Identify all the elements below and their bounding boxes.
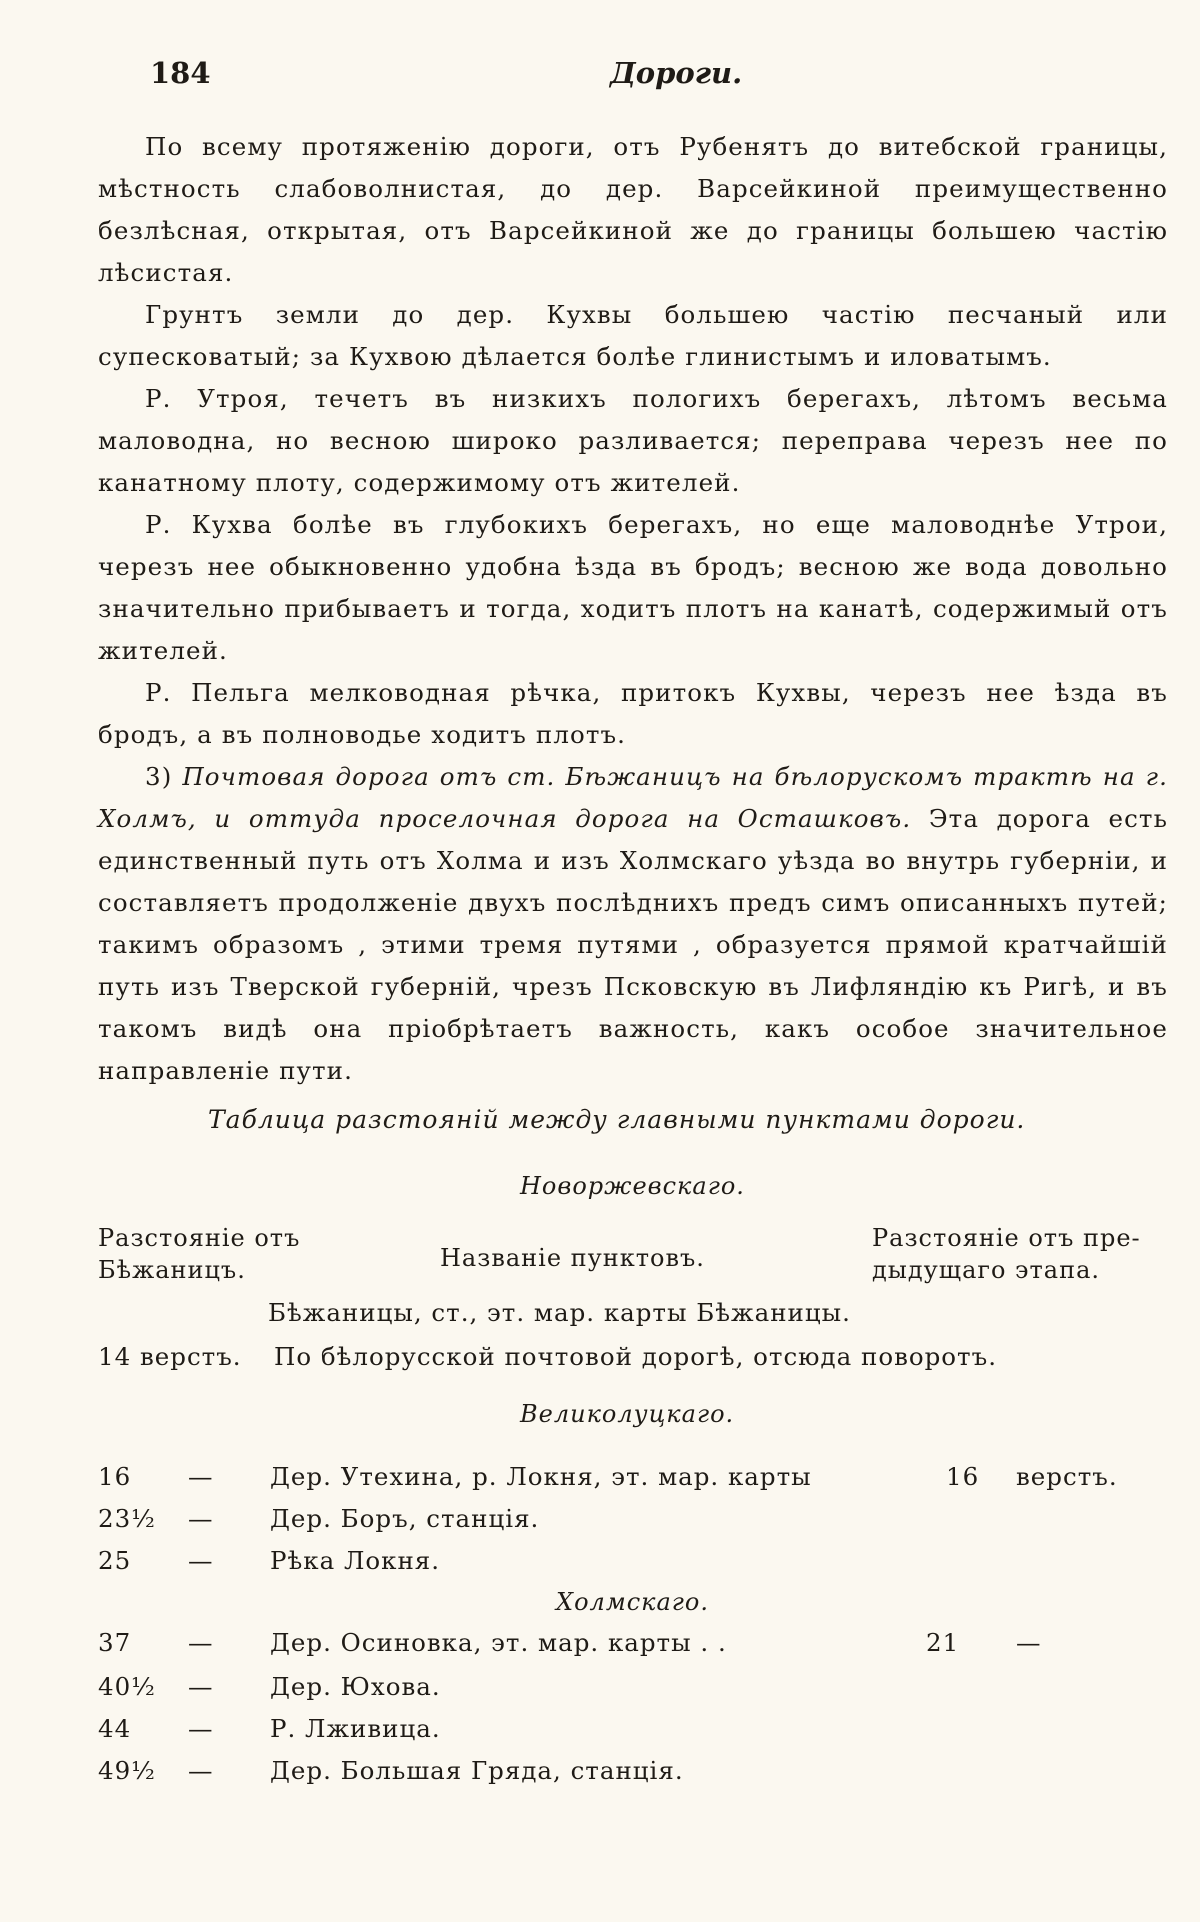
route-title: Почтовая дорога отъ ст. Бѣжаницъ на бѣлорускомъ трактѣ на г. Холмъ, и оттуда проселочная дорога на Осташковъ.	[98, 762, 1168, 833]
place-cell: Р. Лживица.	[270, 1714, 441, 1743]
table-start-line: Бѣжаницы, ст., эт. мар. карты Бѣжаницы.	[268, 1298, 851, 1327]
route-text: Эта дорога есть единственный путь отъ Холма и изъ Холмскаго уѣзда во внутрь губерніи, и составляетъ продолженіе двухъ послѣднихъ предъ симъ описанныхъ путей; такимъ образомъ , этими тремя путями , образуется прямой кратчайшій путь изъ Тверской губерній, чрезъ Псковскую въ Лифляндію къ Ригѣ, и въ такомъ видѣ она пріобрѣтаетъ важность, какъ особое значительное направленіе пути.	[98, 804, 1169, 1085]
paragraph: Р. Пельга мелководная рѣчка, притокъ Кухвы, черезъ нее ѣзда въ бродъ, а въ полноводье ходитъ плотъ.	[98, 678, 1168, 749]
paragraph: Р. Кухва болѣе въ глубокихъ берегахъ, но еще маловоднѣе Утрои, черезъ нее обыкновенно удобна ѣзда въ бродъ; весною же вода довольно значительно прибываетъ и тогда, ходитъ плотъ на канатѣ, содержимый отъ жителей.	[98, 510, 1168, 665]
step-unit-cell: —	[1016, 1628, 1042, 1657]
column-header-right	[872, 1222, 1141, 1286]
table-row	[98, 1756, 1158, 1796]
paragraph: По всему протяженію дороги, отъ Рубенятъ до витебской границы, мѣстность слабоволнистая, до дер. Варсейкиной преимущественно безлѣсная, открытая, отъ Варсейкиной же до границы большею частію лѣсистая.	[98, 132, 1168, 287]
section-heading: Великолуцкаго.	[520, 1400, 735, 1428]
dash-cell: —	[188, 1628, 214, 1657]
dash-cell: —	[188, 1504, 214, 1533]
column-header-line: Разстояніе отъ пре-	[872, 1224, 1141, 1252]
step-unit-cell: верстъ.	[1016, 1462, 1118, 1491]
dash-cell: —	[188, 1546, 214, 1575]
page-number: 184	[150, 56, 211, 90]
column-header-line: Разстояніе отъ	[98, 1224, 301, 1252]
place-cell: Дер. Большая Гряда, станція.	[270, 1756, 684, 1785]
table-row	[98, 1714, 1158, 1754]
table-row	[98, 1342, 1158, 1382]
dash-cell: —	[188, 1462, 214, 1491]
table-row	[98, 1462, 1158, 1502]
column-header-line: дыдущаго этапа.	[872, 1256, 1101, 1284]
table-row	[98, 1672, 1158, 1712]
table-title: Таблица разстояній между главными пунктами дороги.	[208, 1105, 1026, 1134]
distance-cell: 14 верстъ.	[98, 1342, 242, 1371]
step-distance-cell: 21	[926, 1628, 960, 1657]
distance-cell: 40½	[98, 1672, 156, 1701]
place-cell: Дер. Боръ, станція.	[270, 1504, 540, 1533]
paragraph: Грунтъ земли до дер. Кухвы большею частію песчаный или супесковатый; за Кухвою дѣлается болѣе глинистымъ и иловатымъ.	[98, 300, 1168, 371]
route-number: 3)	[145, 762, 173, 791]
table-row	[98, 1504, 1158, 1544]
table-row	[98, 1628, 1158, 1668]
dash-cell: —	[188, 1714, 214, 1743]
body-text	[98, 126, 1168, 1092]
distance-cell: 37	[98, 1628, 132, 1657]
step-distance-cell: 16	[946, 1462, 980, 1491]
place-cell: Рѣка Локня.	[270, 1546, 441, 1575]
distance-cell: 49½	[98, 1756, 156, 1785]
place-cell: По бѣлорусской почтовой дорогѣ, отсюда поворотъ.	[274, 1342, 997, 1371]
section-heading: Новоржевскаго.	[520, 1172, 745, 1200]
route-paragraph	[98, 756, 1168, 1092]
running-title: Дороги.	[610, 56, 743, 90]
distance-cell: 44	[98, 1714, 132, 1743]
place-cell: Дер. Юхова.	[270, 1672, 441, 1701]
column-header-left	[98, 1222, 300, 1286]
table-row	[98, 1546, 1158, 1586]
paragraph: Р. Утроя, течетъ въ низкихъ пологихъ берегахъ, лѣтомъ весьма маловодна, но весною широко разливается; переправа черезъ нее по канатному плоту, содержимому отъ жителей.	[98, 384, 1168, 497]
dash-cell: —	[188, 1756, 214, 1785]
distance-cell: 25	[98, 1546, 132, 1575]
place-cell: Дер. Осиновка, эт. мар. карты . .	[270, 1628, 727, 1657]
page-header	[150, 56, 1140, 96]
place-cell: Дер. Утехина, р. Локня, эт. мар. карты	[270, 1462, 812, 1491]
distance-cell: 23½	[98, 1504, 156, 1533]
dash-cell: —	[188, 1672, 214, 1701]
distance-cell: 16	[98, 1462, 132, 1491]
section-heading: Холмскаго.	[556, 1588, 710, 1616]
column-header-middle: Названіе пунктовъ.	[440, 1244, 705, 1272]
column-header-line: Бѣжаницъ.	[98, 1256, 246, 1284]
